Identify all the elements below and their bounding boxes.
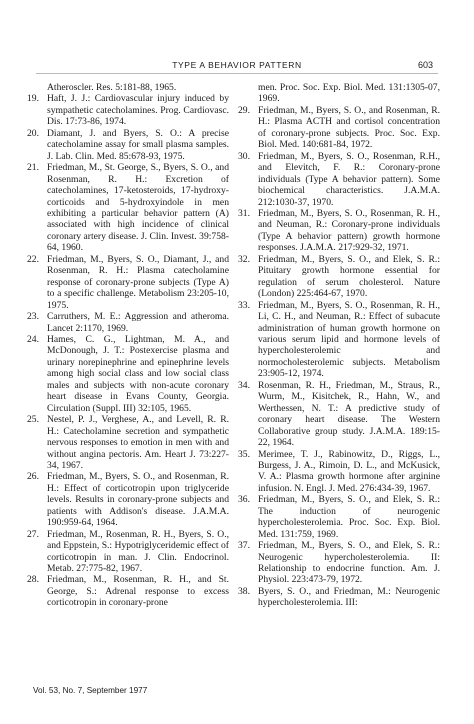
reference-text: Friedman, M., Byers, S. O., Rosenman, R.H., and Elevitch, F. R.: Coronary-prone individuals (Type A behavior pattern). Some biochemical characteristics. J.A.M.A. 212:1030-37, 1970. xyxy=(258,150,440,208)
reference-entry xyxy=(238,540,440,586)
reference-number: 27. xyxy=(27,528,39,540)
reference-entry xyxy=(27,333,229,414)
reference-column-left xyxy=(27,82,229,609)
reference-text: Friedman, M., St. George, S., Byers, S. O., and Rosenman, R. H.: Excretion of catecholamines, 17-ketosteroids, 17-hydroxy-corticoids and 5-hydroxyindole in men exhibiting a particular behavior pattern (A) associated with high incidence of clinical coronary artery disease. J. Clin. Invest. 39:758-64, 1960. xyxy=(47,162,229,254)
reference-number: 35. xyxy=(238,448,250,460)
reference-entry xyxy=(238,299,440,380)
reference-entry xyxy=(33,82,229,93)
reference-number: 38. xyxy=(238,585,250,597)
reference-entry xyxy=(27,162,229,254)
reference-number: 37. xyxy=(238,540,250,552)
reference-entry xyxy=(238,104,440,151)
reference-text: Friedman, M., Byers, S. O., and Rosenman, R. H.: Plasma ACTH and cortisol concentration of coronary-prone subjects. Proc. Soc. Exp. Biol. Med. 140:681-84, 1972. xyxy=(258,104,440,151)
reference-entry xyxy=(238,494,440,540)
reference-entry xyxy=(27,574,229,609)
reference-entry xyxy=(238,379,440,449)
reference-number: 34. xyxy=(238,379,250,391)
reference-entry xyxy=(244,82,440,105)
reference-number: 29. xyxy=(238,104,250,116)
reference-text: Diamant, J. and Byers, S. O.: A precise catecholamine assay for small plasma samples. J. Lab. Clin. Med. 85:678-93, 1975. xyxy=(47,127,229,162)
reference-number: 28. xyxy=(27,574,39,586)
reference-text: Nestel, P. J., Verghese, A., and Levell, R. R. H.: Catecholamine secretion and sympathetic nervous responses to emotion in men with and without angina pectoris. Am. Heart J. 73:227-34, 1967. xyxy=(47,414,229,471)
reference-entry xyxy=(238,207,440,254)
reference-entry xyxy=(27,414,229,471)
reference-text: men. Proc. Soc. Exp. Biol. Med. 131:1305-07, 1969. xyxy=(258,82,440,105)
reference-text: Friedman, M., Byers, S. O., Diamant, J., and Rosenman, R. H.: Plasma catecholamine response of coronary-prone subjects (Type A) to a specific challenge. Metabolism 23:205-10, 1975. xyxy=(47,253,229,311)
reference-entry xyxy=(238,150,440,208)
journal-footer: Vol. 53, No. 7, September 1977 xyxy=(33,686,148,695)
reference-entry xyxy=(27,311,229,334)
header-rule xyxy=(36,73,438,74)
reference-number: 31. xyxy=(238,207,250,219)
reference-number: 24. xyxy=(27,333,39,345)
reference-number: 20. xyxy=(27,127,39,139)
reference-text: Friedman, M., Byers, S. O., Rosenman, R. H., and Neuman, R.: Coronary-prone individuals (Type A behavior pattern) growth hormone responses. J.A.M.A. 217:929-32, 1971. xyxy=(258,207,440,254)
reference-text: Friedman, M., Byers, S. O., and Elek, S. R.: Neurogenic hypercholesterolemia. II: Relationship to endocrine function. Am. J. Physiol. 223:473-79, 1972. xyxy=(258,540,440,586)
running-header-title: TYPE A BEHAVIOR PATTERN xyxy=(172,60,302,70)
reference-entry xyxy=(238,585,440,609)
reference-number: 23. xyxy=(27,311,39,323)
reference-text: Rosenman, R. H., Friedman, M., Straus, R., Wurm, M., Kisitchek, R., Hahn, W., and Werthessen, N. T.: A predictive study of coronary heart disease. The Western Collaborative group study. J.A.M.A. 189:15-22, 1964. xyxy=(258,379,440,449)
reference-number: 25. xyxy=(27,414,39,426)
reference-text: Haft, J. J.: Cardiovascular injury induced by sympathetic catecholamines. Prog. Cardiovasc. Dis. 17:73-86, 1974. xyxy=(47,93,229,128)
reference-text: Friedman, M., Byers, S. O., and Elek, S. R.: Pituitary growth hormone essential for regulation of serum cholesterol. Nature (London) 225:464-67, 1970. xyxy=(258,253,440,300)
reference-number: 22. xyxy=(27,253,39,265)
reference-number: 32. xyxy=(238,253,250,265)
reference-number: 36. xyxy=(238,494,250,506)
reference-number: 30. xyxy=(238,150,250,162)
reference-text: Friedman, M., Byers, S. O., Rosenman, R. H., Li, C. H., and Neuman, R.: Effect of subacute administration of human growth hormone on various serum lipid and hormone levels of hypercholesterolemic and normocholesterolemic subjects. Metabolism 23:905-12, 1974. xyxy=(258,299,440,380)
reference-text: Friedman, M., Rosenman, R. H., Byers, S. O., and Eppstein, S.: Hypotriglyceridemic effect of corticotropin in man. J. Clin. Endocrinol. Metab. 27:775-82, 1967. xyxy=(47,528,229,575)
reference-entry xyxy=(238,253,440,300)
reference-number: 19. xyxy=(27,93,39,105)
reference-number: 33. xyxy=(238,299,250,311)
reference-text: Hames, C. G., Lightman, M. A., and McDonough, J. T.: Postexercise plasma and urinary norepinephrine and epinephrine levels among high social class and low social class males and subjects with non-acute coronary heart disease in Evans County, Georgia. Circulation (Suppl. III) 32:105, 1965. xyxy=(47,333,229,414)
reference-entry xyxy=(27,93,229,128)
reference-number: 21. xyxy=(27,162,39,174)
reference-text: Carruthers, M. E.: Aggression and atheroma. Lancet 2:1170, 1969. xyxy=(47,311,229,334)
reference-entry xyxy=(27,471,229,529)
reference-text: Atheroscler. Res. 5:181-88, 1965. xyxy=(47,82,177,93)
reference-column-right xyxy=(238,82,440,609)
reference-text: Byers, S. O., and Friedman, M.: Neurogenic hypercholesterolemia. III: xyxy=(258,585,440,609)
reference-text: Friedman, M., Byers, S. O., and Rosenman, R. H.: Effect of corticotropin upon triglyceride levels. Results in coronary-prone subjects and patients with Addison's disease. J.A.M.A. 190:959-64, 1964. xyxy=(47,471,229,529)
reference-entry xyxy=(238,448,440,495)
reference-text: Friedman, M., Byers, S. O., and Elek, S. R.: The induction of neurogenic hypercholesterolemia. Proc. Soc. Exp. Biol. Med. 131:759, 1969. xyxy=(258,494,440,540)
reference-entry xyxy=(27,127,229,162)
reference-entry xyxy=(27,528,229,575)
reference-number: 26. xyxy=(27,471,39,483)
reference-text: Friedman, M., Rosenman, R. H., and St. George, S.: Adrenal response to excess corticotropin in coronary-prone xyxy=(47,574,229,609)
reference-text: Merimee, T. J., Rabinowitz, D., Riggs, L., Burgess, J. A., Rimoin, D. L., and McKusick, V. A.: Plasma growth hormone after arginine infusion. N. Engl. J. Med. 276:434-39, 1967. xyxy=(258,448,440,494)
reference-entry xyxy=(27,253,229,311)
page-number: 603 xyxy=(417,60,433,70)
